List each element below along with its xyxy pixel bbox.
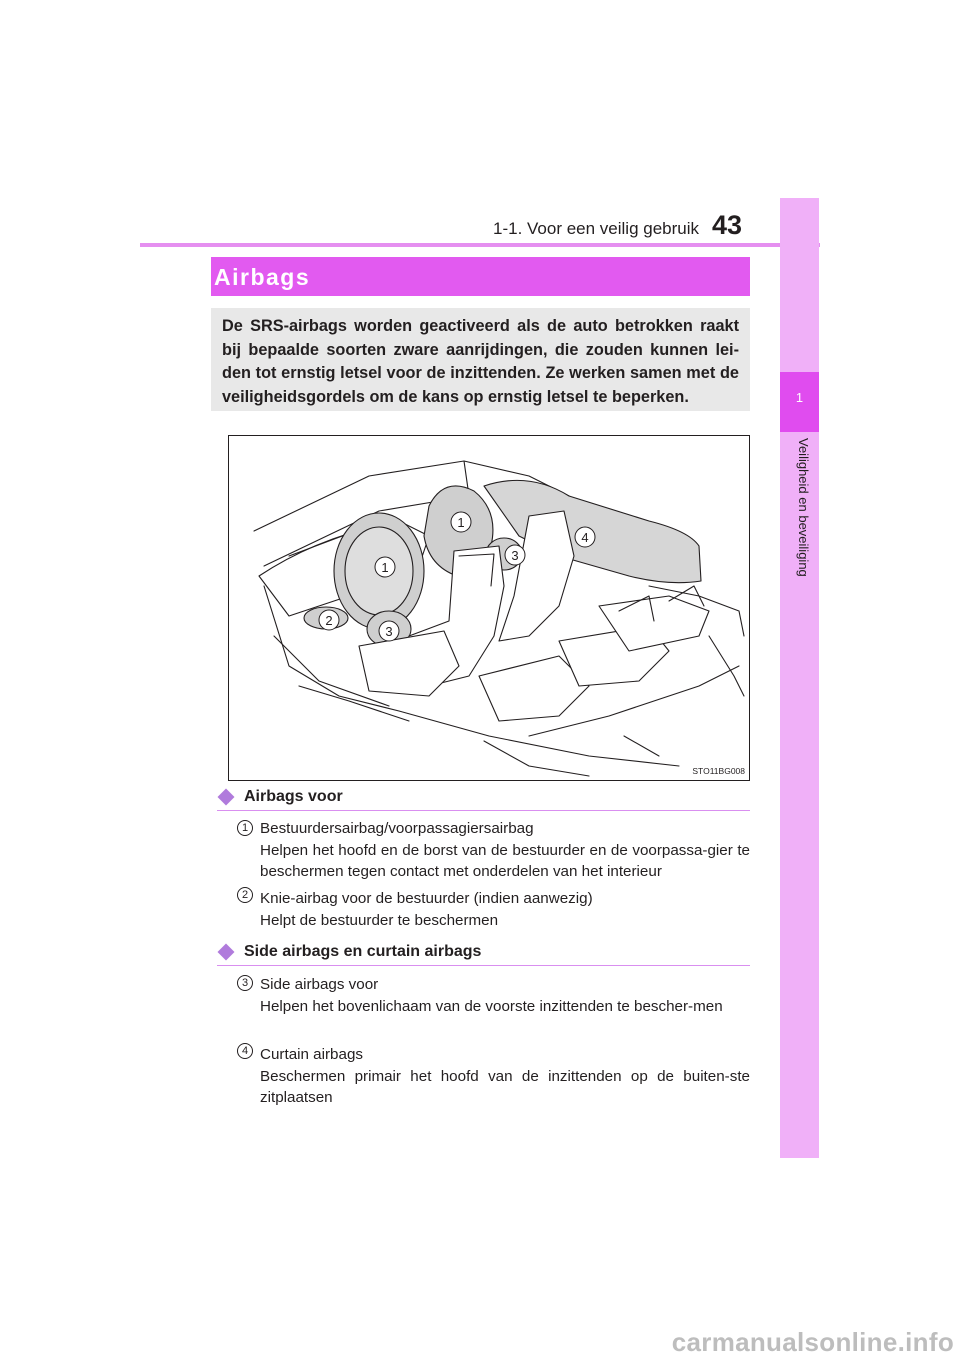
watermark: carmanualsonline.info	[671, 1327, 954, 1357]
callout-1-passenger	[451, 512, 471, 532]
item-description: Helpen het hoofd en de borst van de bestuurder en de voorpassa-gier te beschermen tegen contact met onderdelen van het interieur	[260, 841, 750, 880]
item-description: Helpen het bovenlichaam van de voorste inzittenden te bescher-men	[260, 997, 723, 1015]
intro-text: De SRS-airbags worden geactiveerd als de auto betrokken raakt bij bepaalde soorten zware aanrijdingen, die zouden kunnen lei-den tot ernstig letsel voor de inzittenden. Ze werken samen met de veiligheidsgordels om de kans op ernstig letsel te beperken.	[211, 308, 750, 411]
svg-text:2: 2	[325, 613, 333, 628]
item-name: Bestuurdersairbag/voorpassagiersairbag	[260, 820, 534, 837]
item-name: Side airbags voor	[260, 976, 379, 993]
list-item	[260, 818, 750, 883]
subsection-divider	[217, 810, 750, 811]
item-number-badge: 4	[237, 1043, 253, 1059]
list-item	[260, 974, 750, 1017]
callout-3-passenger-side	[505, 545, 525, 565]
chapter-side-tab[interactable]	[780, 198, 819, 1158]
callout-4-curtain	[575, 527, 595, 547]
item-number-badge: 3	[237, 975, 253, 991]
svg-text:3: 3	[511, 548, 519, 563]
subsection-divider	[217, 965, 750, 966]
list-item	[260, 888, 750, 931]
item-name: Knie-airbag voor de bestuurder (indien aanwezig)	[260, 890, 593, 907]
car-interior-drawing	[229, 436, 749, 780]
callout-1-driver	[375, 557, 395, 577]
callout-3-driver-side	[379, 621, 399, 641]
svg-text:1: 1	[457, 515, 465, 530]
callout-2-knee	[319, 610, 339, 630]
section-title: Airbags	[214, 264, 311, 290]
airbag-illustration	[228, 435, 750, 781]
subsection-title: Side airbags en curtain airbags	[244, 943, 482, 960]
svg-text:3: 3	[385, 624, 393, 639]
side-tab-label: Veiligheid en beveiliging	[796, 438, 811, 577]
svg-text:1: 1	[381, 560, 389, 575]
item-name: Curtain airbags	[260, 1046, 363, 1063]
svg-text:4: 4	[581, 530, 589, 545]
page-number: 43	[712, 210, 743, 240]
diamond-icon	[218, 789, 235, 806]
subsection-heading-front-airbags	[217, 788, 343, 806]
diamond-icon	[218, 944, 235, 961]
list-item	[260, 1044, 750, 1109]
item-description: Helpt de bestuurder te beschermen	[260, 911, 499, 929]
item-description: Beschermen primair het hoofd van de inzittenden op de buiten-ste zitplaatsen	[260, 1067, 750, 1106]
figure-code: STO11BG008	[692, 766, 745, 776]
chapter-title: 1-1. Voor een veilig gebruik	[493, 219, 700, 238]
subsection-heading-side-airbags	[217, 943, 481, 961]
item-number-badge: 2	[237, 887, 253, 903]
header-divider	[140, 243, 820, 247]
side-tab-number: 1	[795, 390, 804, 405]
subsection-title: Airbags voor	[244, 788, 343, 805]
item-number-badge: 1	[237, 820, 253, 836]
